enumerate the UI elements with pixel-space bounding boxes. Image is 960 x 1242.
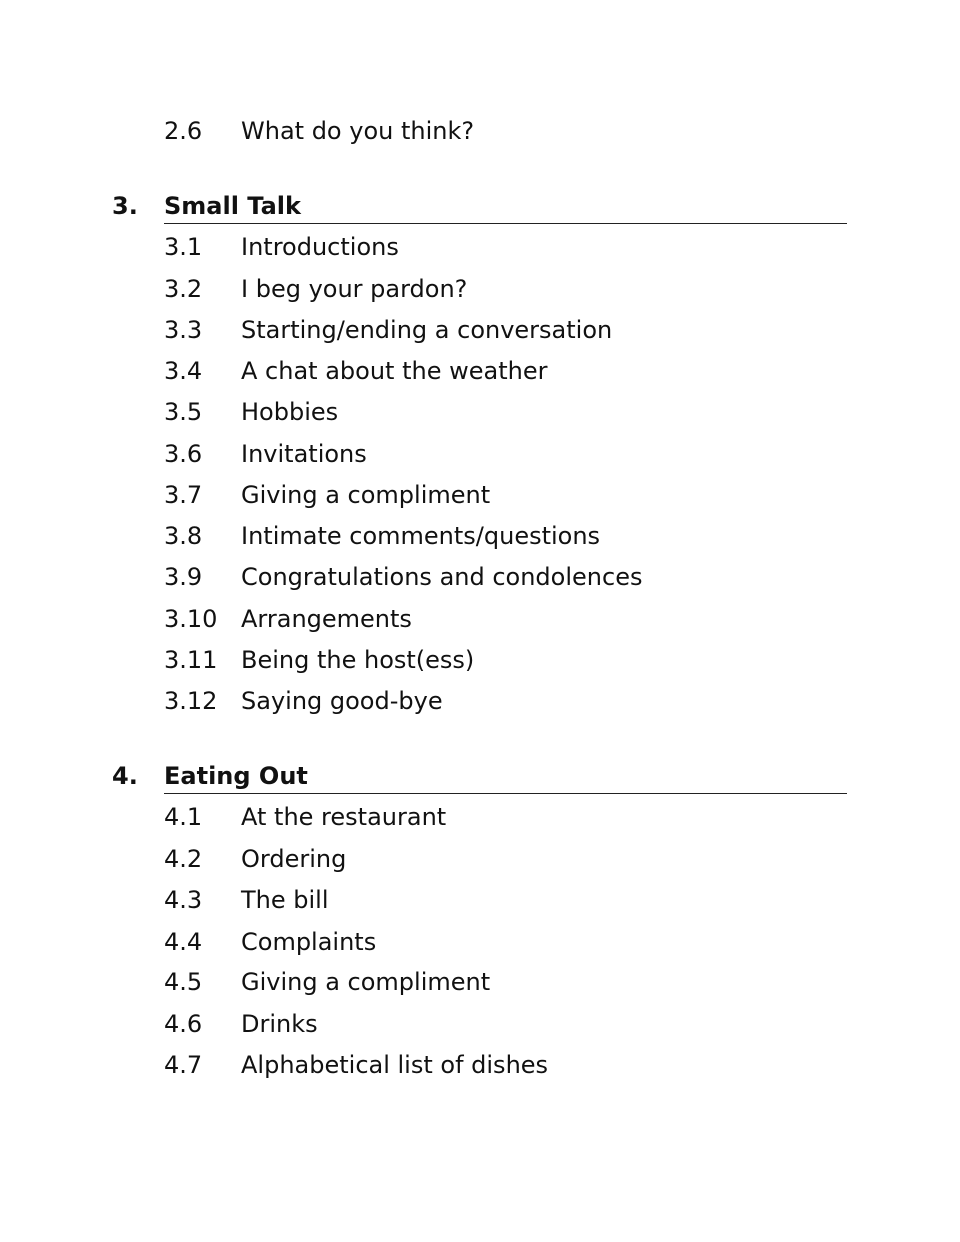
section-heading-eating-out — [112, 761, 847, 791]
entry-title: Drinks — [241, 1010, 318, 1038]
entry-number: 4.7 — [164, 1051, 203, 1079]
entry-title: At the restaurant — [241, 803, 447, 831]
section-divider — [164, 223, 847, 224]
entry-title: Ordering — [241, 845, 347, 873]
entry-number: 3.10 — [164, 605, 218, 633]
toc-entry — [164, 562, 642, 592]
entry-number: 4.5 — [164, 968, 203, 996]
entry-number: 3.2 — [164, 275, 203, 303]
entry-number: 4.4 — [164, 928, 203, 956]
toc-entry — [164, 1009, 318, 1039]
section-divider — [164, 793, 847, 794]
section-number: 4. — [112, 762, 138, 790]
entry-title: A chat about the weather — [241, 357, 548, 385]
toc-entry — [164, 480, 490, 510]
section-heading-small-talk — [112, 191, 847, 221]
entry-number: 3.5 — [164, 398, 203, 426]
entry-title: Giving a compliment — [241, 481, 491, 509]
entry-title: The bill — [241, 886, 329, 914]
toc-entry — [164, 927, 376, 957]
toc-entry — [164, 397, 338, 427]
entry-title: Giving a compliment — [241, 968, 491, 996]
toc-entry — [164, 604, 412, 634]
entry-number: 3.4 — [164, 357, 203, 385]
toc-entry — [164, 885, 329, 915]
toc-entry — [164, 967, 490, 997]
entry-title: Arrangements — [241, 605, 412, 633]
entry-title: I beg your pardon? — [241, 275, 468, 303]
entry-number: 3.12 — [164, 687, 218, 715]
toc-entry — [164, 116, 474, 146]
entry-number: 3.11 — [164, 646, 218, 674]
toc-entry — [164, 521, 600, 551]
entry-number: 4.3 — [164, 886, 203, 914]
entry-number: 4.6 — [164, 1010, 203, 1038]
section-number: 3. — [112, 192, 138, 220]
entry-title: Hobbies — [241, 398, 339, 426]
toc-entry — [164, 356, 547, 386]
entry-title: Intimate comments/questions — [241, 522, 601, 550]
toc-entry — [164, 645, 474, 675]
entry-number: 2.6 — [164, 117, 203, 145]
toc-entry — [164, 686, 443, 716]
toc-entry — [164, 802, 446, 832]
entry-title: Invitations — [241, 440, 367, 468]
entry-number: 3.3 — [164, 316, 203, 344]
entry-number: 3.1 — [164, 233, 203, 261]
toc-entry — [164, 439, 367, 469]
toc-entry — [164, 1050, 548, 1080]
entry-title: Congratulations and condolences — [241, 563, 643, 591]
section-title: Small Talk — [164, 192, 301, 220]
entry-number: 3.8 — [164, 522, 203, 550]
entry-number: 3.6 — [164, 440, 203, 468]
entry-title: Being the host(ess) — [241, 646, 475, 674]
toc-entry — [164, 274, 467, 304]
section-title: Eating Out — [164, 762, 308, 790]
toc-entry — [164, 844, 346, 874]
entry-number: 3.9 — [164, 563, 203, 591]
toc-entry — [164, 232, 399, 262]
entry-title: Saying good-bye — [241, 687, 443, 715]
entry-title: What do you think? — [241, 117, 475, 145]
entry-number: 4.2 — [164, 845, 203, 873]
entry-title: Complaints — [241, 928, 377, 956]
entry-title: Alphabetical list of dishes — [241, 1051, 549, 1079]
entry-title: Introductions — [241, 233, 399, 261]
entry-number: 3.7 — [164, 481, 203, 509]
entry-number: 4.1 — [164, 803, 203, 831]
entry-title: Starting/ending a conversation — [241, 316, 613, 344]
toc-entry — [164, 315, 612, 345]
